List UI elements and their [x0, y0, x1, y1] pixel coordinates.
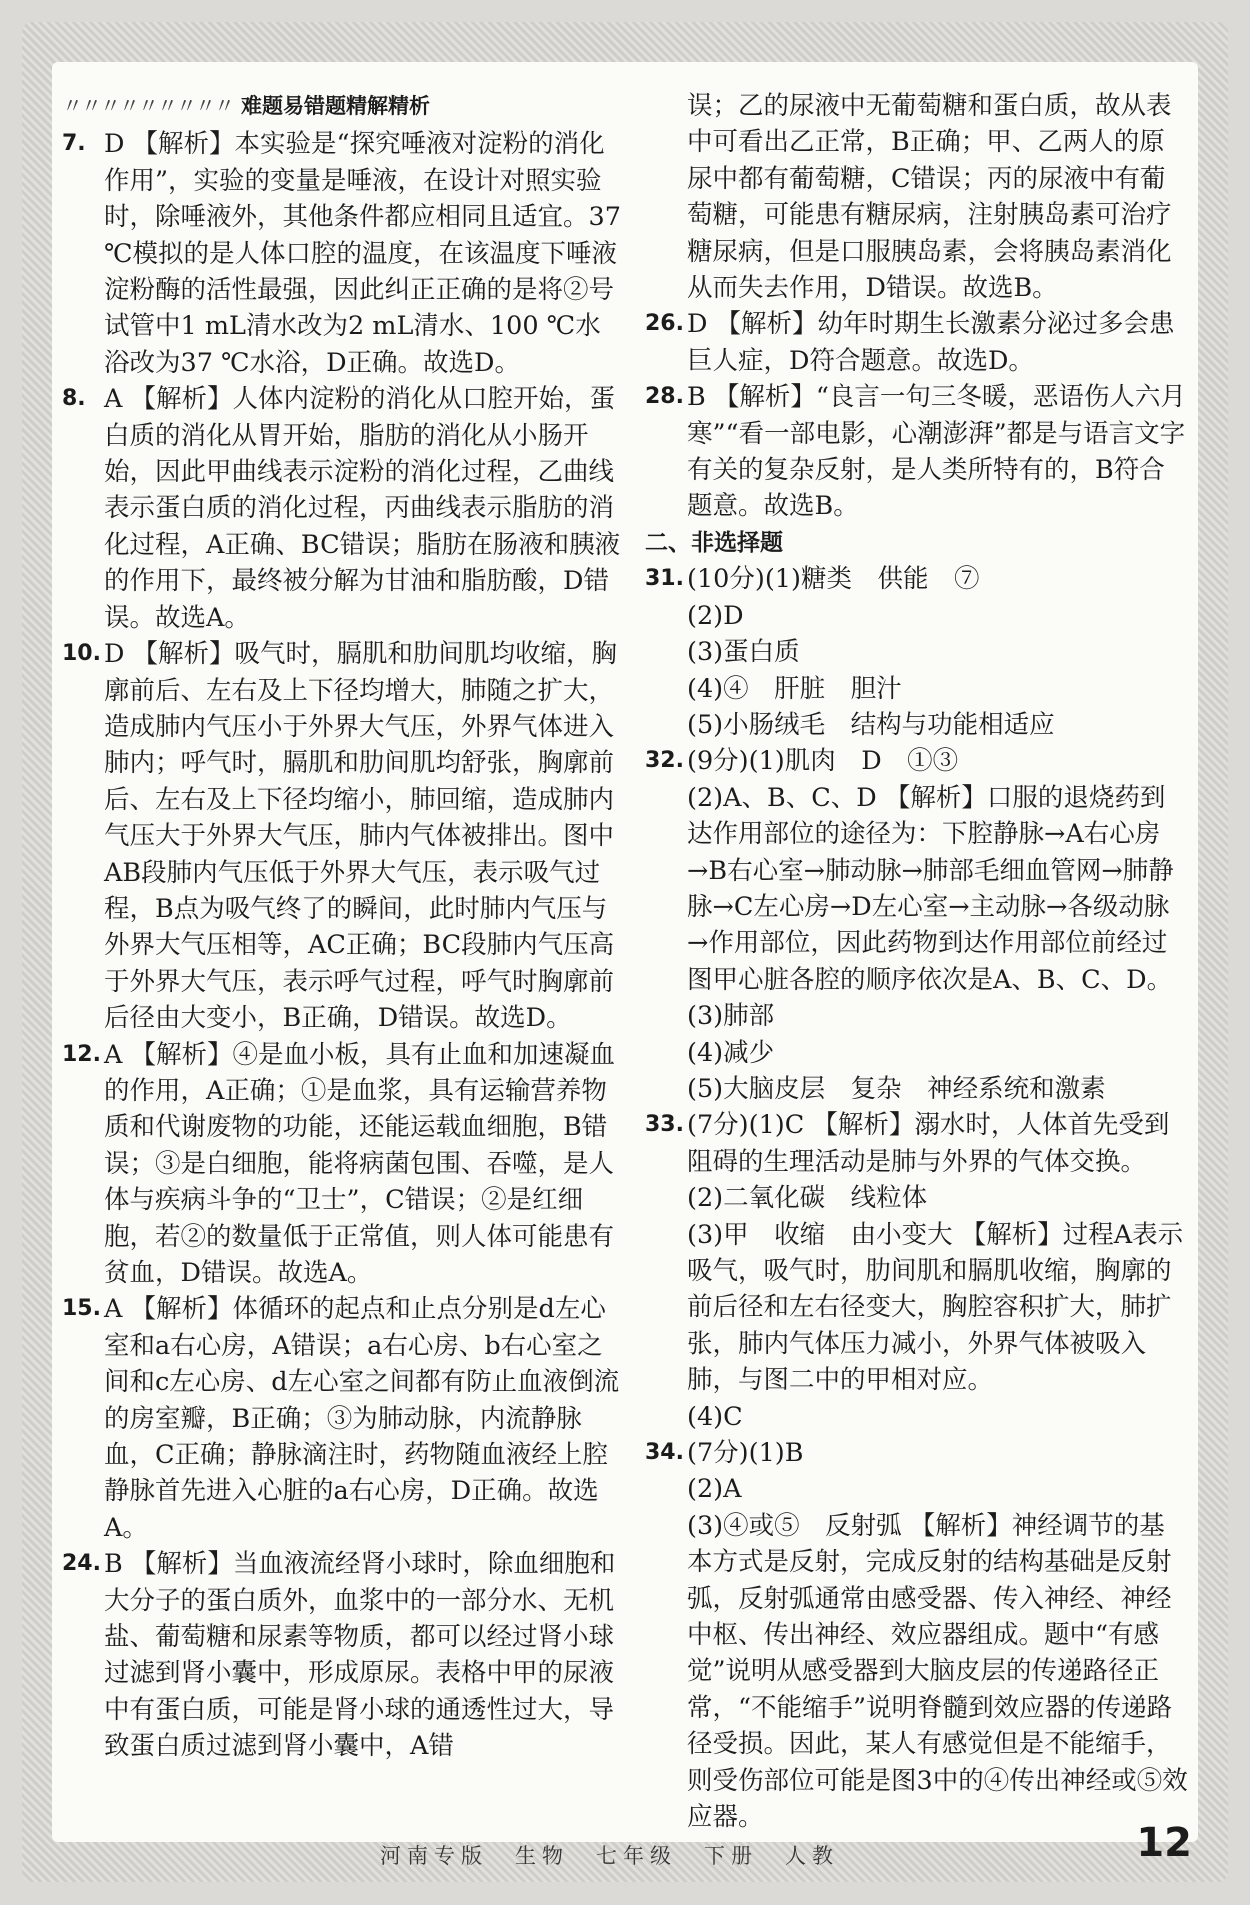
nonchoice-answer	[645, 1107, 1190, 1435]
nonchoice-answer	[645, 743, 1190, 1107]
answer-text: 误；乙的尿液中无葡萄糖和蛋白质，故从表中可看出乙正常，B正确；甲、乙两人的原尿中都有葡萄糖，C错误；丙的尿液中有葡萄糖，可能患有糖尿病，注射胰岛素可治疗糖尿病，但是口服胰岛素，会将胰岛素消化从而失去作用，D错误。故选B。	[687, 91, 1172, 304]
answer-line: (2)A、B、C、D 【解析】口服的退烧药到达作用部位的途径为：下腔静脉→A右心房→B右心室→肺动脉→肺部毛细血管网→肺静脉→C左心房→D左心室→主动脉→各级动脉→作用部位，因此药物到达作用部位前经过图甲心脏各腔的顺序依次是A、B、C、D。	[687, 782, 1174, 995]
footer: 河南专版 生物 七年级 下册 人教	[380, 1844, 839, 1868]
answer-line: (5)大脑皮层 复杂 神经系统和激素	[687, 1073, 1106, 1104]
question-number: 10.	[62, 641, 101, 667]
left-column	[62, 88, 622, 1765]
answer-item	[62, 636, 622, 1036]
answer-line: (4)减少	[687, 1037, 775, 1068]
answer-line: (10分)(1)糖类 供能 ⑦	[687, 564, 980, 595]
question-number: 8.	[62, 386, 86, 412]
answer-text: D 【解析】吸气时，膈肌和肋间肌均收缩，胸廓前后、左右及上下径均增大，肺随之扩大，造成肺内气压小于外界大气压，外界气体进入肺内；呼气时，膈肌和肋间肌均舒张，胸廓前后、左右及上下径均缩小，肺回缩，造成肺内气压大于外界大气压，肺内气体被排出。图中AB段肺内气压低于外界大气压，表示吸气过程，B点为吸气终了的瞬间，此时肺内气压与外界大气压相等，AC正确；BC段肺内气压高于外界大气压，表示呼气过程，呼气时胸廓前后径由大变小，B正确，D错误。故选D。	[104, 639, 618, 1034]
answer-line: (3)甲 收缩 由小变大 【解析】过程A表示吸气，吸气时，肋间肌和膈肌收缩，胸廓的前后径和左右径变大，胸腔容积扩大，肺扩张，肺内气体压力减小，外界气体被吸入肺，与图二中的甲相对应。	[687, 1219, 1184, 1396]
nonchoice-answer	[645, 1435, 1190, 1835]
answer-item	[645, 88, 1190, 306]
answer-item	[62, 381, 622, 636]
question-number: 34.	[645, 1440, 684, 1466]
answer-line: (3)肺部	[687, 1001, 775, 1032]
question-number: 33.	[645, 1112, 684, 1138]
question-number: 31.	[645, 566, 684, 592]
question-number: 26.	[645, 311, 684, 337]
answer-line: (2)D	[687, 600, 744, 631]
answer-text: A 【解析】体循环的起点和止点分别是d左心室和a右心房，A错误；a右心房、b右心室之间和c左心房、d左心室之间都有防止血液倒流的房室瓣，B正确；③为肺动脉，内流静脉血，C正确；静脉滴注时，药物随血液经上腔静脉首先进入心脏的a右心房，D正确。故选A。	[104, 1294, 620, 1543]
section-header	[62, 88, 622, 124]
answer-line: (3)蛋白质	[687, 637, 800, 668]
answer-text: D 【解析】本实验是“探究唾液对淀粉的消化作用”，实验的变量是唾液，在设计对照实验时，除唾液外，其他条件都应相同且适宜。37 ℃模拟的是人体口腔的温度，在该温度下唾液淀粉酶的活性最强，因此纠正正确的是将②号试管中1 mL清水改为2 mL清水、100 ℃水浴改为37 ℃水浴，D正确。故选D。	[104, 129, 621, 378]
answer-text: D 【解析】幼年时期生长激素分泌过多会患巨人症，D符合题意。故选D。	[687, 309, 1175, 376]
answer-line: (3)④或⑤ 反射弧 【解析】神经调节的基本方式是反射，完成反射的结构基础是反射弧，反射弧通常由感受器、传入神经、神经中枢、传出神经、效应器组成。题中“有感觉”说明从感受器到大脑皮层的传递路径正常，“不能缩手”说明脊髓到效应器的传递路径受损。因此，某人有感觉但是不能缩手，则受伤部位可能是图3中的④传出神经或⑤效应器。	[687, 1510, 1188, 1833]
answer-item	[645, 306, 1190, 379]
question-number: 7.	[62, 131, 86, 157]
answer-line: (2)二氧化碳 线粒体	[687, 1183, 928, 1214]
page-number: 12	[1136, 1820, 1192, 1866]
answer-item	[62, 1291, 622, 1546]
answer-item	[62, 1546, 622, 1764]
header-decoration: 〃〃〃〃〃〃〃〃〃	[62, 94, 233, 118]
answer-text: A 【解析】人体内淀粉的消化从口腔开始，蛋白质的消化从胃开始，脂肪的消化从小肠开始，因此甲曲线表示淀粉的消化过程，乙曲线表示蛋白质的消化过程，丙曲线表示脂肪的消化过程，A正确、BC错误；脂肪在肠液和胰液的作用下，最终被分解为甘油和脂肪酸，D错误。故选A。	[104, 384, 621, 633]
answer-line: (4)C	[687, 1401, 743, 1432]
answer-text: B 【解析】“良言一句三冬暖，恶语伤人六月寒”“看一部电影，心潮澎湃”都是与语言文字有关的复杂反射，是人类所特有的，B符合题意。故选B。	[687, 382, 1186, 522]
answer-item	[62, 1037, 622, 1292]
nonchoice-answer	[645, 561, 1190, 743]
answer-text: B 【解析】当血液流经肾小球时，除血细胞和大分子的蛋白质外，血浆中的一部分水、无机盐、葡萄糖和尿素等物质，都可以经过肾小球过滤到肾小囊中，形成原尿。表格中甲的尿液中有蛋白质，可能是肾小球的通透性过大，导致蛋白质过滤到肾小囊中，A错	[104, 1549, 616, 1762]
section-title: 二、非选择题	[645, 529, 783, 556]
question-number: 28.	[645, 384, 684, 410]
right-column	[645, 88, 1190, 1836]
header-title: 难题易错题精解精析	[241, 94, 430, 118]
answer-item	[62, 126, 622, 381]
answer-line: (7分)(1)B	[687, 1438, 804, 1469]
answer-text: A 【解析】④是血小板，具有止血和加速凝血的作用，A正确；①是血浆，具有运输营养物质和代谢废物的功能，还能运载血细胞，B错误；③是白细胞，能将病菌包围、吞噬，是人体与疾病斗争的“卫士”，C错误；②是红细胞，若②的数量低于正常值，则人体可能患有贫血，D错误。故选A。	[104, 1039, 616, 1288]
answer-item	[645, 379, 1190, 525]
answer-line: (4)④ 肝脏 胆汁	[687, 673, 902, 704]
answer-line: (2)A	[687, 1474, 742, 1505]
question-number: 24.	[62, 1551, 101, 1577]
question-number: 32.	[645, 748, 684, 774]
answer-line: (9分)(1)肌肉 D ①③	[687, 746, 959, 777]
question-number: 15.	[62, 1296, 101, 1322]
question-number: 12.	[62, 1041, 101, 1067]
answer-line: (5)小肠绒毛 结构与功能相适应	[687, 709, 1055, 740]
answer-line: (7分)(1)C 【解析】溺水时，人体首先受到阻碍的生理活动是肺与外界的气体交换。	[687, 1110, 1170, 1177]
